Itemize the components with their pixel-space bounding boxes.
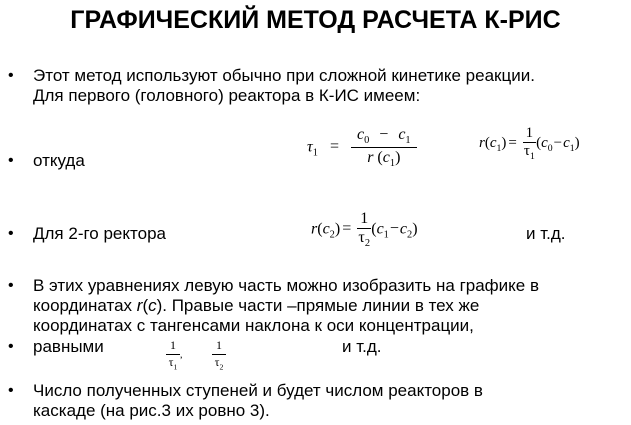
tau-symbol: τ [358, 229, 365, 246]
paragraph-4 [33, 276, 539, 336]
var-c: c [356, 126, 365, 143]
paragraph-1-line-1: Этот метод используют обычно при сложной кинетике реакции. [33, 66, 535, 85]
denominator [212, 355, 226, 371]
denominator [351, 148, 417, 169]
var-c: c [376, 220, 384, 238]
bullet: • [8, 338, 14, 355]
fraction [523, 125, 537, 162]
text-run: координатах [33, 296, 137, 315]
minus-sign: − [553, 134, 563, 151]
subscript: 1 [173, 362, 178, 372]
tau-symbol: τ [523, 143, 530, 159]
paragraph-2: откуда [33, 151, 85, 170]
subscript: 2 [364, 238, 371, 250]
subscript: 0 [364, 135, 370, 147]
paragraph-3-tail: и т.д. [526, 224, 566, 243]
fraction [212, 338, 226, 371]
minus-sign: − [389, 220, 399, 238]
equals-sign: = [342, 220, 352, 238]
numerator: 1 [523, 125, 537, 143]
equals-sign: = [508, 134, 517, 151]
equation-tau1 [307, 126, 417, 169]
equation-rc2 [311, 210, 418, 249]
paragraph-5: равными [33, 337, 104, 356]
var-c: c [398, 126, 406, 143]
equation-rc1 [479, 125, 580, 162]
paragraph-1 [33, 66, 535, 106]
paren: ( [484, 134, 490, 151]
var-c: c [148, 296, 157, 315]
fraction [166, 338, 180, 371]
paragraph-6 [33, 381, 483, 421]
subscript: 2 [407, 229, 413, 241]
page-title: ГРАФИЧЕСКИЙ МЕТОД РАСЧЕТА К-РИС [70, 6, 561, 34]
var-c: c [489, 134, 497, 151]
subscript: 1 [383, 229, 389, 241]
numerator: 1 [212, 338, 226, 355]
subscript: 1 [529, 151, 535, 162]
equals-sign: = [329, 138, 339, 156]
comma: , [180, 349, 183, 361]
tau-symbol: τ [168, 355, 174, 369]
numerator [351, 126, 417, 148]
paragraph-6-line-2: каскаде (на рис.3 их ровно 3). [33, 401, 270, 420]
fraction [357, 210, 371, 249]
paren: ( [377, 149, 383, 167]
subscript: 2 [219, 362, 224, 372]
paren: ( [317, 220, 323, 238]
subscript: 1 [312, 147, 318, 159]
equation-inv-tau1 [166, 338, 183, 371]
paren: ) [412, 220, 418, 238]
var-r: r [367, 149, 374, 167]
var-r: r [311, 220, 318, 238]
var-r: r [479, 134, 485, 151]
bullet: • [8, 152, 14, 169]
paren: ) [395, 149, 401, 167]
bullet: • [8, 277, 14, 294]
paragraph-5-tail: и т.д. [342, 337, 382, 356]
denominator [523, 143, 537, 162]
tau-symbol: τ [214, 355, 220, 369]
var-c: c [563, 134, 570, 151]
subscript: 1 [405, 135, 411, 147]
paren: ) [501, 134, 507, 151]
paren: ) [574, 134, 580, 151]
equation-inv-tau2 [212, 338, 226, 371]
paren: ( [536, 134, 542, 151]
fraction [351, 126, 417, 169]
minus-sign: − [379, 126, 389, 143]
var-c: c [322, 220, 330, 238]
var-c: c [382, 149, 390, 167]
var-c: c [399, 220, 408, 238]
denominator [357, 229, 371, 249]
paren: ) [334, 220, 341, 238]
numerator: 1 [166, 338, 180, 355]
paragraph-4-line-2 [33, 296, 539, 316]
paragraph-4-line-1: В этих уравнениях левую часть можно изобразить на графике в [33, 276, 540, 295]
bullet: • [8, 67, 14, 84]
paragraph-6-line-1: Число полученных ступеней и будет числом реакторов в [33, 381, 483, 400]
bullet: • [8, 225, 14, 242]
subscript: 1 [389, 158, 396, 170]
var-r: r [136, 296, 143, 315]
tau-symbol: τ [307, 138, 313, 156]
subscript: 1 [569, 142, 575, 154]
paragraph-4-line-3: координатах с тангенсами наклона к оси концентрации, [33, 316, 474, 335]
paragraph-3: Для 2-го ректора [33, 224, 166, 243]
subscript: 0 [547, 142, 553, 154]
subscript: 2 [329, 229, 335, 241]
numerator: 1 [357, 210, 371, 229]
paren: ( [371, 220, 377, 238]
subscript: 1 [496, 142, 502, 154]
bullet: • [8, 382, 14, 399]
text-run: ). Правые части –прямые линии в тех же [156, 296, 480, 315]
paragraph-1-line-2: Для первого (головного) реактора в К-ИС имеем: [33, 86, 421, 105]
text-run: ( [142, 296, 149, 315]
var-c: c [541, 134, 548, 151]
denominator [166, 355, 180, 371]
